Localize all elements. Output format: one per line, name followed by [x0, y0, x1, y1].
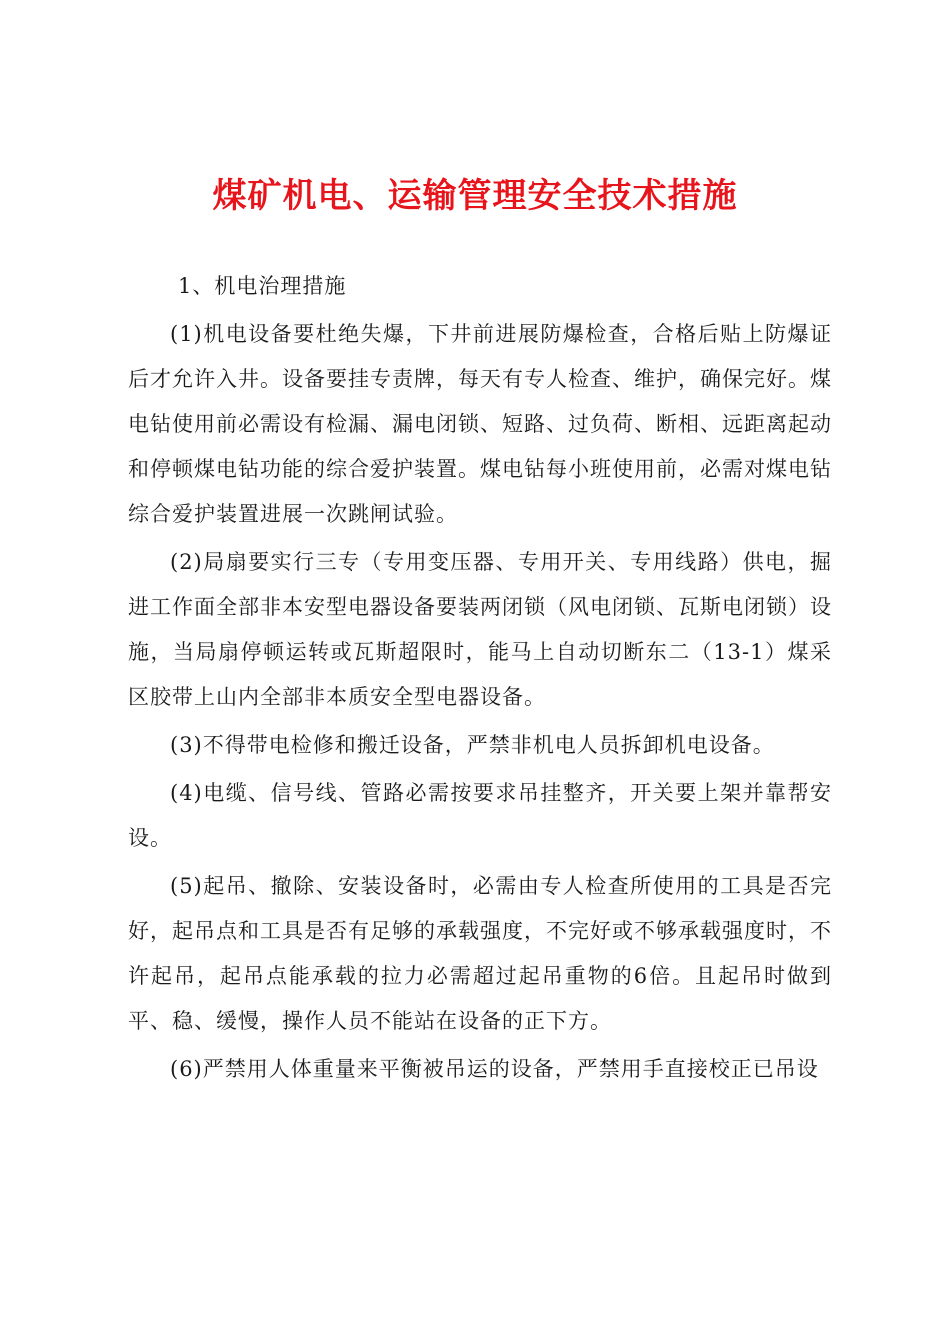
paragraph-1: (1)机电设备要杜绝失爆，下井前进展防爆检查，合格后贴上防爆证后才允许入井。设备要挂专责牌，每天有专人检查、维护，确保完好。煤电钻使用前必需设有检漏、漏电闭锁、短路、过负荷、断相、远距离起动和停顿煤电钻功能的综合爱护装置。煤电钻每小班使用前，必需对煤电钻综合爱护装置进展一次跳闸试验。 [128, 322, 832, 526]
paragraph-6: (6)严禁用人体重量来平衡被吊运的设备，严禁用手直接校正已吊设 [170, 1057, 819, 1081]
paragraph-5: (5)起吊、撤除、安装设备时，必需由专人检查所使用的工具是否完好，起吊点和工具是否有足够的承载强度，不完好或不够承载强度时，不许起吊，起吊点能承载的拉力必需超过起吊重物的6倍。且起吊时做到平、稳、缓慢，操作人员不能站在设备的正下方。 [128, 874, 832, 1033]
paragraph-3: (3)不得带电检修和搬迁设备，严禁非机电人员拆卸机电设备。 [170, 733, 775, 757]
paragraph-2: (2)局扇要实行三专（专用变压器、专用开关、专用线路）供电，掘进工作面全部非本安型电器设备要装两闭锁（风电闭锁、瓦斯电闭锁）设施，当局扇停顿运转或瓦斯超限时，能马上自动切断东二（13-1）煤采区胶带上山内全部非本质安全型电器设备。 [128, 550, 832, 709]
section-heading: 1、机电治理措施 [178, 274, 347, 298]
document-title: 煤矿机电、运输管理安全技术措施 [212, 176, 738, 216]
document-body [128, 264, 832, 1095]
paragraph-4: (4)电缆、信号线、管路必需按要求吊挂整齐，开关要上架并靠帮安设。 [128, 781, 832, 850]
